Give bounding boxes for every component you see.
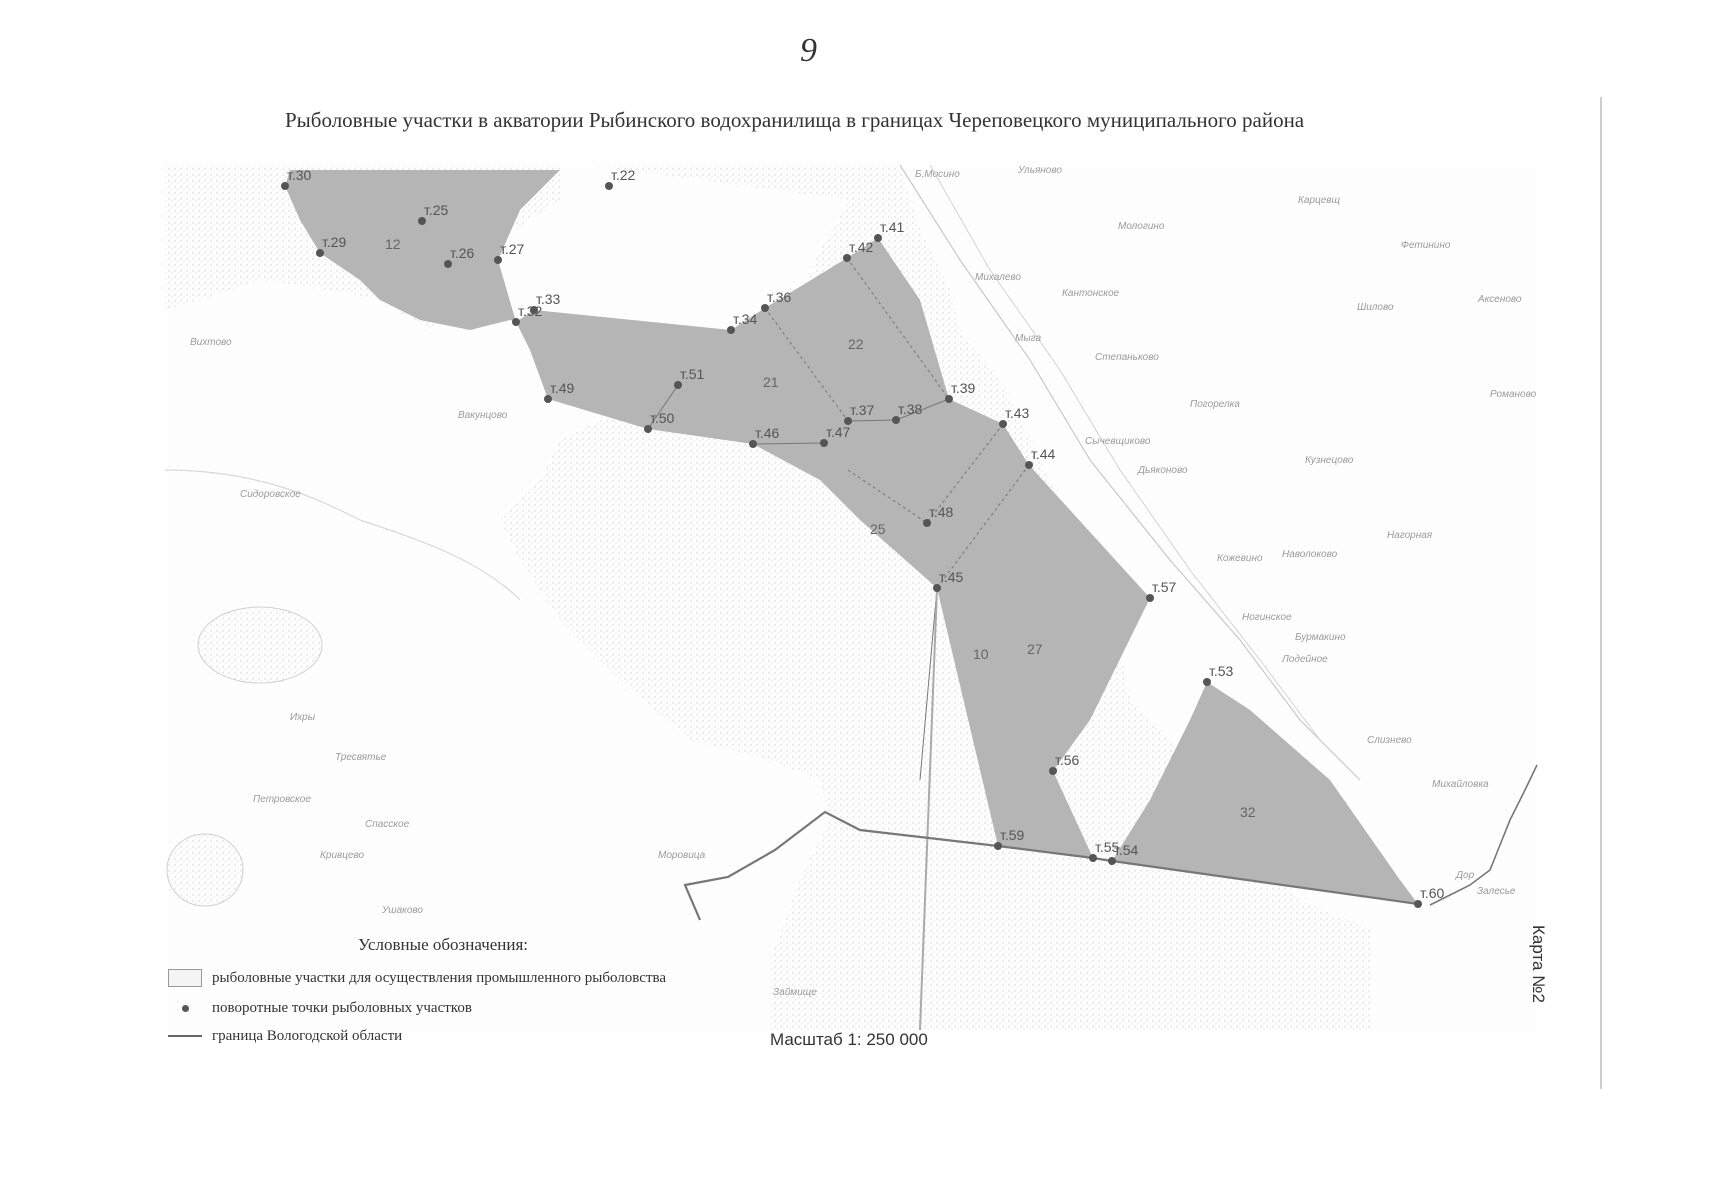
place-name-label: Петровское [253, 794, 311, 805]
place-name-label: Б.Мосино [915, 169, 960, 180]
place-name-label: Романово [1490, 389, 1537, 400]
turning-point-label: т.54 [1114, 842, 1139, 858]
place-name-label: Бурмакино [1295, 632, 1346, 643]
turning-point-label: т.33 [536, 291, 561, 307]
turning-point-label: т.27 [500, 241, 525, 257]
turning-point-label: т.59 [1000, 827, 1025, 843]
place-name-label: Сычевщиково [1085, 436, 1151, 447]
line-swatch-icon [168, 1035, 202, 1037]
place-name-label: Дьяконово [1138, 465, 1188, 476]
place-name-label: Михалево [975, 272, 1021, 283]
turning-point-marker [933, 584, 941, 592]
turning-point-label: т.46 [755, 425, 780, 441]
turning-point-marker [1089, 854, 1097, 862]
place-name-label: Кожевино [1217, 553, 1263, 564]
turning-point-marker [874, 234, 882, 242]
turning-point-marker [1108, 857, 1116, 865]
map-scale: Масштаб 1: 250 000 [770, 1030, 928, 1049]
area-number-label: 12 [385, 236, 401, 252]
turning-point-label: т.56 [1055, 752, 1080, 768]
legend-item-label: рыболовные участки для осуществления промышленного рыболовства [212, 969, 667, 986]
turning-point-marker [999, 420, 1007, 428]
turning-point-marker [605, 182, 613, 190]
place-name-label: Кривцево [320, 850, 365, 861]
place-name-label: Мологино [1118, 221, 1165, 232]
place-name-label: Слизнево [1367, 735, 1412, 746]
turning-point-marker [316, 249, 324, 257]
turning-point-marker [994, 842, 1002, 850]
turning-point-label: т.42 [849, 239, 874, 255]
place-name-label: Степаньково [1095, 352, 1159, 363]
place-name-label: Займище [773, 987, 817, 998]
turning-point-marker [494, 256, 502, 264]
legend-item-point [168, 997, 472, 1019]
page-number: 9 [800, 32, 817, 69]
area-number-label: 27 [1027, 641, 1043, 657]
turning-point-marker [761, 304, 769, 312]
turning-point-marker [1049, 767, 1057, 775]
area-number-label: 22 [848, 336, 864, 352]
place-name-label: Шилово [1357, 302, 1394, 313]
place-name-label: Спасское [365, 819, 410, 830]
turning-point-marker [749, 440, 757, 448]
turning-point-marker [281, 182, 289, 190]
turning-point-label: т.41 [880, 219, 905, 235]
area-number-label: 10 [973, 646, 989, 662]
legend-item-label: граница Вологодской области [212, 1027, 403, 1044]
turning-point-marker [945, 395, 953, 403]
area-number-label: 25 [870, 521, 886, 537]
turning-point-label: т.47 [826, 424, 851, 440]
map-number: Карта №2 [1529, 925, 1548, 1003]
turning-point-marker [1414, 900, 1422, 908]
turning-point-label: т.60 [1420, 885, 1445, 901]
turning-point-label: т.29 [322, 234, 347, 250]
place-name-label: Дор [1456, 870, 1475, 881]
place-name-label: Моровица [658, 850, 706, 861]
place-name-label: Фетинино [1401, 240, 1451, 251]
place-name-label: Сидоровское [240, 489, 301, 500]
place-name-label: Вихтово [190, 337, 232, 348]
place-name-label: Кантонское [1062, 288, 1120, 299]
turning-point-label: т.49 [550, 380, 575, 396]
legend-item-label: поворотные точки рыболовных участков [212, 999, 472, 1016]
area-number-label: 21 [763, 374, 779, 390]
place-name-label: Погорелка [1190, 399, 1240, 410]
turning-point-marker [1025, 461, 1033, 469]
turning-point-marker [544, 395, 552, 403]
turning-point-marker [892, 416, 900, 424]
area-number-label: 32 [1240, 804, 1256, 820]
turning-point-label: т.22 [611, 167, 636, 183]
turning-point-label: т.37 [850, 402, 875, 418]
place-name-label: Залесье [1477, 886, 1516, 897]
turning-point-marker [727, 326, 735, 334]
turning-point-label: т.50 [650, 410, 675, 426]
place-name-label: Аксеново [1478, 294, 1522, 305]
turning-point-label: т.43 [1005, 405, 1030, 421]
turning-point-marker [512, 318, 520, 326]
turning-point-label: т.32 [518, 303, 543, 319]
place-name-label: Ихры [290, 712, 316, 723]
area-swatch-icon [168, 969, 202, 987]
turning-point-label: т.44 [1031, 446, 1056, 462]
place-name-label: Вакунцово [458, 410, 508, 421]
place-name-label: Карцевщ [1298, 195, 1341, 206]
turning-point-label: т.45 [939, 569, 964, 585]
turning-point-marker [418, 217, 426, 225]
turning-point-label: т.26 [450, 245, 475, 261]
turning-point-label: т.57 [1152, 579, 1177, 595]
place-name-label: Ульяново [1018, 165, 1062, 176]
map-title: Рыболовные участки в акватории Рыбинского водохранилища в границах Череповецкого муниципального района [285, 108, 1305, 132]
place-name-label: Ногинское [1242, 612, 1292, 623]
turning-point-label: т.25 [424, 202, 449, 218]
turning-point-marker [923, 519, 931, 527]
turning-point-marker [444, 260, 452, 268]
turning-point-label: т.55 [1095, 839, 1120, 855]
turning-point-marker [1146, 594, 1154, 602]
legend-item-area [168, 967, 666, 989]
turning-point-marker [843, 254, 851, 262]
turning-point-label: т.36 [767, 289, 792, 305]
turning-point-marker [644, 425, 652, 433]
place-name-label: Мыга [1015, 333, 1042, 344]
place-name-label: Нагорная [1387, 530, 1433, 541]
place-name-label: Ушаково [382, 905, 423, 916]
turning-point-label: т.38 [898, 401, 923, 417]
turning-point-label: т.48 [929, 504, 954, 520]
place-name-label: Наволоково [1282, 549, 1338, 560]
turning-point-label: т.39 [951, 380, 976, 396]
place-name-label: Тресвятье [335, 752, 387, 763]
point-swatch-icon [168, 1005, 202, 1012]
legend-title: Условные обозначения: [358, 935, 529, 954]
place-name-label: Кузнецово [1305, 455, 1354, 466]
legend-item-line [168, 1025, 402, 1047]
turning-point-label: т.30 [287, 167, 312, 183]
turning-point-label: т.51 [680, 366, 705, 382]
place-name-label: Лодейное [1282, 654, 1328, 665]
turning-point-marker [820, 439, 828, 447]
place-name-label: Михайловка [1432, 779, 1489, 790]
turning-point-label: т.34 [733, 311, 758, 327]
turning-point-label: т.53 [1209, 663, 1234, 679]
turning-point-marker [674, 381, 682, 389]
turning-point-marker [1203, 678, 1211, 686]
